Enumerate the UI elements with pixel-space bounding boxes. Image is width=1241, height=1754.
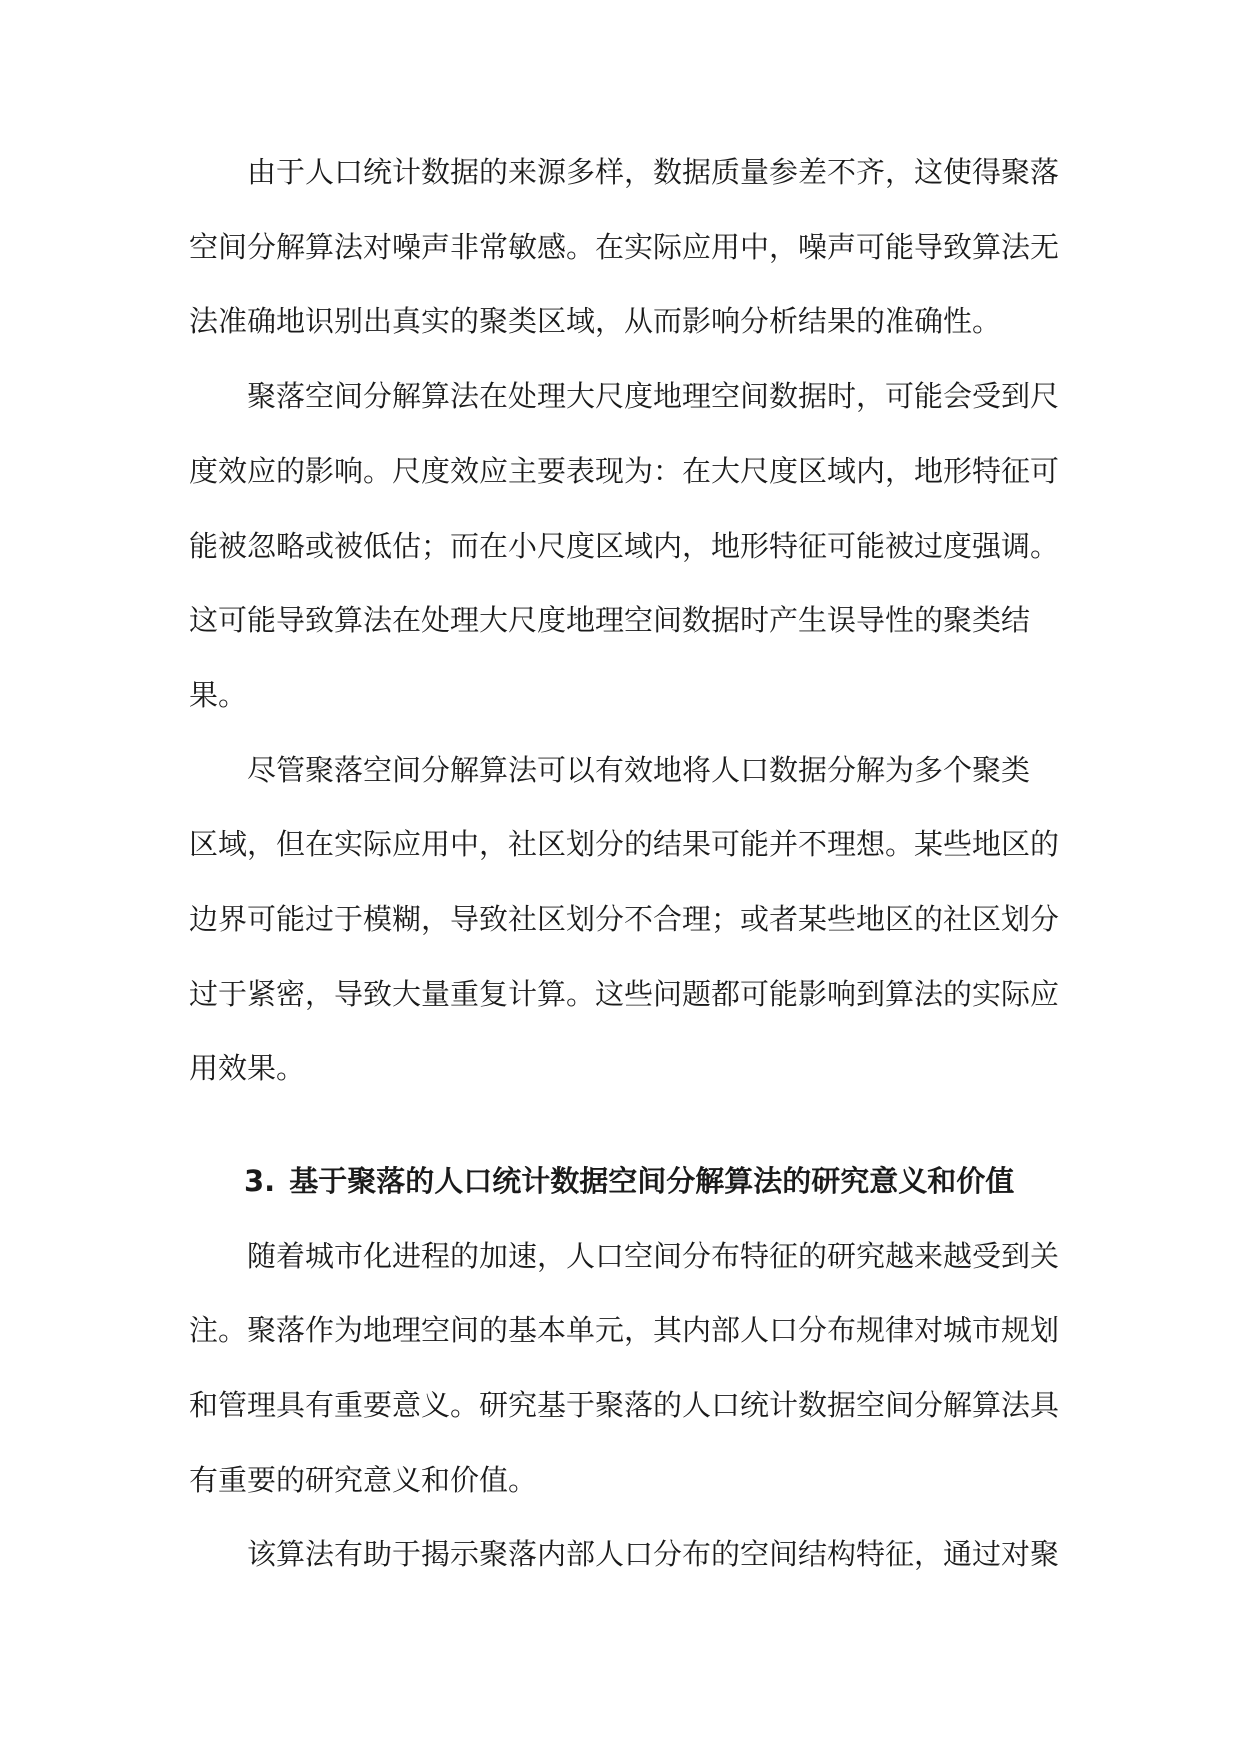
paragraph-2-line-5: 果。	[189, 678, 248, 712]
paragraph-2-line-4: 这可能导致算法在处理大尺度地理空间数据时产生误导性的聚类结	[189, 603, 1031, 637]
paragraph-1-line-1: 由于人口统计数据的来源多样，数据质量参差不齐，这使得聚落	[247, 155, 1060, 189]
paragraph-3-line-4: 过于紧密，导致大量重复计算。这些问题都可能影响到算法的实际应	[189, 977, 1060, 1011]
paragraph-3-line-1: 尽管聚落空间分解算法可以有效地将人口数据分解为多个聚类	[247, 753, 1031, 787]
section-title: 基于聚落的人口统计数据空间分解算法的研究意义和价值	[289, 1164, 1015, 1198]
section-paragraph-1-line-2: 注。聚落作为地理空间的基本单元，其内部人口分布规律对城市规划	[189, 1313, 1060, 1347]
section-paragraph-1-line-1: 随着城市化进程的加速，人口空间分布特征的研究越来越受到关	[247, 1239, 1060, 1273]
section-heading	[244, 1164, 1015, 1198]
paragraph-2-line-1: 聚落空间分解算法在处理大尺度地理空间数据时，可能会受到尺	[247, 379, 1060, 413]
paragraph-2-line-3: 能被忽略或被低估；而在小尺度区域内，地形特征可能被过度强调。	[189, 529, 1060, 563]
paragraph-3-line-3: 边界可能过于模糊，导致社区划分不合理；或者某些地区的社区划分	[189, 902, 1060, 936]
paragraph-1-line-2: 空间分解算法对噪声非常敏感。在实际应用中，噪声可能导致算法无	[189, 230, 1060, 264]
paragraph-3-line-5: 用效果。	[189, 1051, 306, 1085]
section-paragraph-1-line-4: 有重要的研究意义和价值。	[189, 1463, 538, 1497]
section-paragraph-1-line-3: 和管理具有重要意义。研究基于聚落的人口统计数据空间分解算法具	[189, 1388, 1060, 1422]
section-number: 3.	[244, 1164, 276, 1198]
paragraph-2-line-2: 度效应的影响。尺度效应主要表现为：在大尺度区域内，地形特征可	[189, 454, 1060, 488]
section-paragraph-2-line-1: 该算法有助于揭示聚落内部人口分布的空间结构特征，通过对聚	[247, 1537, 1060, 1571]
paragraph-1-line-3: 法准确地识别出真实的聚类区域，从而影响分析结果的准确性。	[189, 304, 1002, 338]
paragraph-3-line-2: 区域，但在实际应用中，社区划分的结果可能并不理想。某些地区的	[189, 827, 1060, 861]
